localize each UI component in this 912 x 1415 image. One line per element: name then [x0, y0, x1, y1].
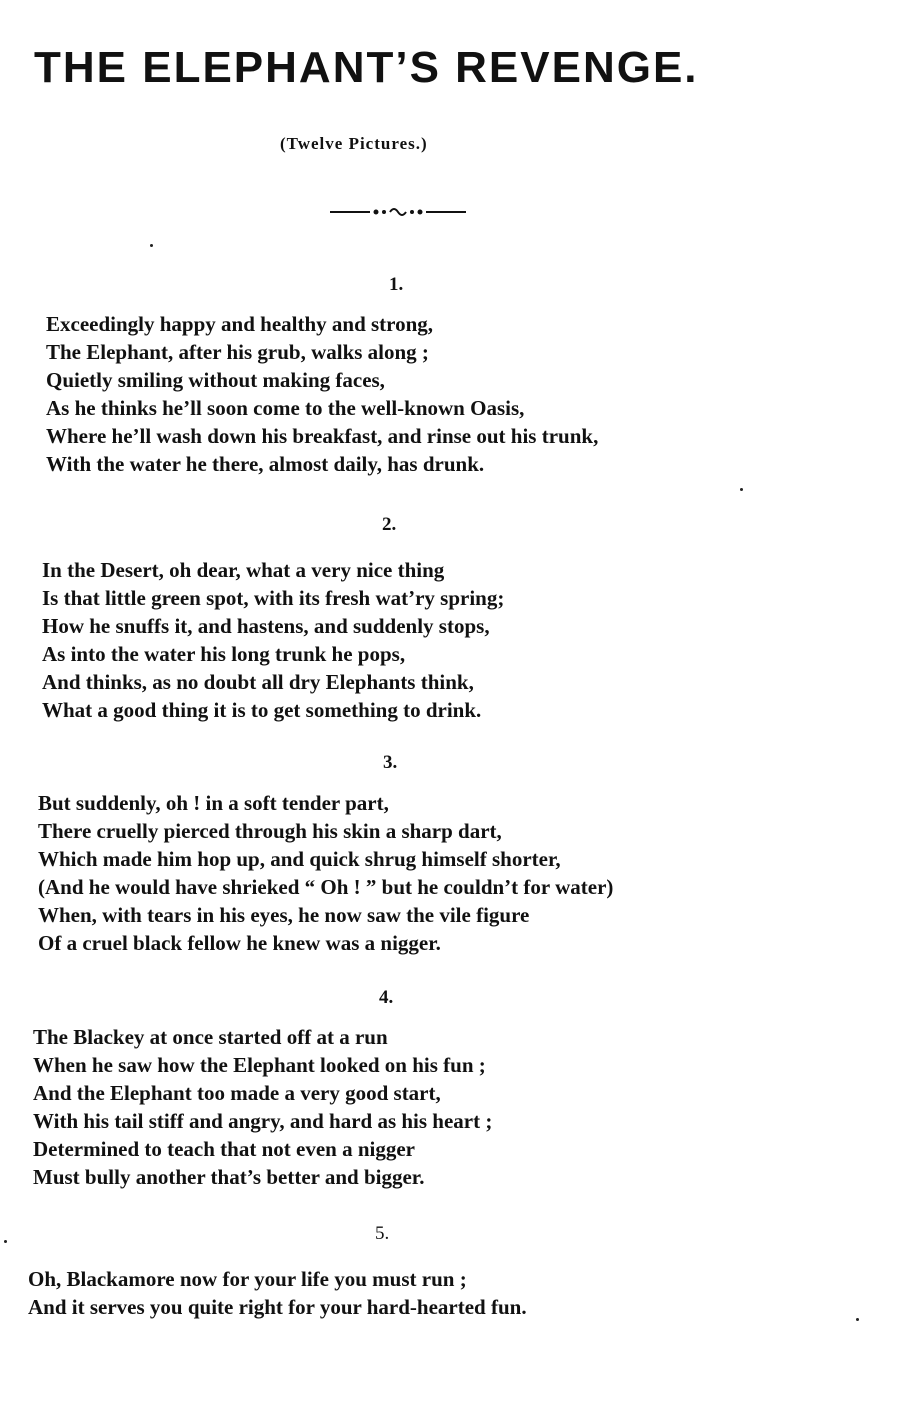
stanza-2 [42, 556, 504, 724]
verse-line: And the Elephant too made a very good start, [33, 1081, 441, 1105]
scan-speck [856, 1318, 859, 1321]
page-title: THE ELEPHANT’S REVENGE. [34, 43, 699, 92]
ornament-divider [330, 202, 466, 222]
stanza-number: 2. [382, 514, 397, 535]
verse-line: And it serves you quite right for your hard-hearted fun. [28, 1295, 527, 1319]
verse-line: (And he would have shrieked “ Oh ! ” but he couldn’t for water) [38, 875, 614, 899]
stanza-number: 4. [379, 987, 394, 1008]
scan-speck [150, 244, 153, 247]
verse-line: And thinks, as no doubt all dry Elephants think, [42, 670, 474, 694]
verse-line: Where he’ll wash down his breakfast, and rinse out his trunk, [46, 424, 599, 448]
verse-line: In the Desert, oh dear, what a very nice thing [42, 558, 445, 582]
verse-line: With the water he there, almost daily, has drunk. [46, 452, 485, 476]
verse-line: Which made him hop up, and quick shrug himself shorter, [38, 847, 561, 871]
verse-line: Of a cruel black fellow he knew was a nigger. [38, 931, 441, 955]
page-subtitle: (Twelve Pictures.) [280, 134, 428, 153]
verse-line: But suddenly, oh ! in a soft tender part, [38, 791, 389, 815]
verse-line: The Elephant, after his grub, walks along ; [46, 340, 429, 364]
verse-line: Quietly smiling without making faces, [46, 368, 385, 392]
stanza-number: 1. [389, 274, 404, 295]
stanza-4 [33, 1023, 492, 1191]
stanza-number: 5. [375, 1223, 390, 1244]
scan-speck [740, 488, 743, 491]
verse-line: Oh, Blackamore now for your life you must run ; [28, 1267, 467, 1291]
verse-line: Exceedingly happy and healthy and strong, [46, 312, 434, 336]
verse-line: The Blackey at once started off at a run [33, 1025, 388, 1049]
verse-line: As into the water his long trunk he pops, [42, 642, 406, 666]
stanza-1 [46, 310, 598, 478]
verse-line: When he saw how the Elephant looked on his fun ; [33, 1053, 486, 1077]
verse-line: As he thinks he’ll soon come to the well-known Oasis, [46, 396, 525, 420]
verse-line: What a good thing it is to get something to drink. [42, 698, 482, 722]
verse-line: How he snuffs it, and hastens, and suddenly stops, [42, 614, 490, 638]
stanza-3 [38, 789, 613, 957]
stanza-number: 3. [383, 752, 398, 773]
stanza-5 [28, 1265, 527, 1321]
verse-line: Must bully another that’s better and bigger. [33, 1165, 425, 1189]
verse-line: There cruelly pierced through his skin a sharp dart, [38, 819, 502, 843]
verse-line: With his tail stiff and angry, and hard as his heart ; [33, 1109, 493, 1133]
scan-speck [4, 1240, 7, 1243]
verse-line: Is that little green spot, with its fresh wat’ry spring; [42, 586, 505, 610]
verse-line: When, with tears in his eyes, he now saw the vile figure [38, 903, 530, 927]
verse-line: Determined to teach that not even a nigger [33, 1137, 415, 1161]
